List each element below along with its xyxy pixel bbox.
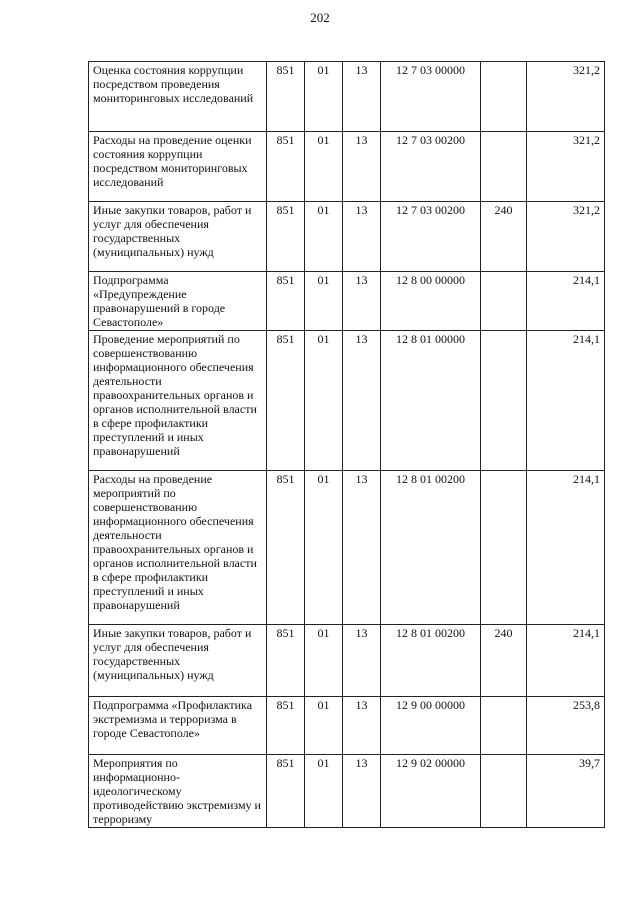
row-name: Расходы на проведение оценки состояния коррупции посредством мониторинговых исследований: [89, 132, 267, 202]
section-code: 01: [305, 331, 343, 471]
subsection-code: 13: [343, 62, 381, 132]
section-code: 01: [305, 755, 343, 828]
target-article: 12 9 02 00000: [381, 755, 481, 828]
target-article: 12 8 01 00200: [381, 625, 481, 697]
table-row: [89, 755, 605, 828]
table-row: [89, 202, 605, 272]
ministry-code: 851: [267, 471, 305, 625]
expense-type: [481, 62, 527, 132]
expense-type: 240: [481, 625, 527, 697]
table-row: [89, 331, 605, 471]
subsection-code: 13: [343, 132, 381, 202]
section-code: 01: [305, 202, 343, 272]
table-row: [89, 697, 605, 755]
ministry-code: 851: [267, 202, 305, 272]
budget-table: [88, 61, 605, 828]
amount: 214,1: [527, 272, 605, 331]
expense-type: [481, 471, 527, 625]
page-number: 202: [310, 10, 330, 25]
subsection-code: 13: [343, 755, 381, 828]
table-row: [89, 625, 605, 697]
target-article: 12 8 01 00000: [381, 331, 481, 471]
expense-type: [481, 697, 527, 755]
row-name: Оценка состояния коррупции посредством проведения мониторинговых исследований: [89, 62, 267, 132]
amount: 253,8: [527, 697, 605, 755]
target-article: 12 9 00 00000: [381, 697, 481, 755]
row-name: Проведение мероприятий по совершенствованию информационного обеспечения деятельности правоохранительных органов и органов исполнительной власти в сфере профилактики преступлений и иных правонарушений: [89, 331, 267, 471]
table-row: [89, 132, 605, 202]
ministry-code: 851: [267, 331, 305, 471]
subsection-code: 13: [343, 697, 381, 755]
section-code: 01: [305, 272, 343, 331]
section-code: 01: [305, 697, 343, 755]
row-name: Подпрограмма «Предупреждение правонарушений в городе Севастополе»: [89, 272, 267, 331]
section-code: 01: [305, 471, 343, 625]
row-name: Мероприятия по информационно-идеологическому противодействию экстремизму и терроризму: [89, 755, 267, 828]
table-row: [89, 272, 605, 331]
expense-type: [481, 755, 527, 828]
table-row: [89, 62, 605, 132]
amount: 214,1: [527, 471, 605, 625]
section-code: 01: [305, 625, 343, 697]
ministry-code: 851: [267, 272, 305, 331]
section-code: 01: [305, 132, 343, 202]
subsection-code: 13: [343, 625, 381, 697]
target-article: 12 7 03 00200: [381, 202, 481, 272]
ministry-code: 851: [267, 62, 305, 132]
amount: 321,2: [527, 202, 605, 272]
ministry-code: 851: [267, 132, 305, 202]
ministry-code: 851: [267, 697, 305, 755]
ministry-code: 851: [267, 755, 305, 828]
target-article: 12 7 03 00200: [381, 132, 481, 202]
expense-type: [481, 331, 527, 471]
amount: 321,2: [527, 132, 605, 202]
expense-type: 240: [481, 202, 527, 272]
amount: 39,7: [527, 755, 605, 828]
ministry-code: 851: [267, 625, 305, 697]
subsection-code: 13: [343, 272, 381, 331]
subsection-code: 13: [343, 471, 381, 625]
section-code: 01: [305, 62, 343, 132]
row-name: Расходы на проведение мероприятий по совершенствованию информационного обеспечения деятельности правоохранительных органов и органов исполнительной власти в сфере профилактики преступлений и иных правонарушений: [89, 471, 267, 625]
amount: 214,1: [527, 331, 605, 471]
row-name: Подпрограмма «Профилактика экстремизма и терроризма в городе Севастополе»: [89, 697, 267, 755]
target-article: 12 7 03 00000: [381, 62, 481, 132]
row-name: Иные закупки товаров, работ и услуг для обеспечения государственных (муниципальных) нужд: [89, 625, 267, 697]
subsection-code: 13: [343, 331, 381, 471]
row-name: Иные закупки товаров, работ и услуг для обеспечения государственных (муниципальных) нужд: [89, 202, 267, 272]
subsection-code: 13: [343, 202, 381, 272]
target-article: 12 8 01 00200: [381, 471, 481, 625]
target-article: 12 8 00 00000: [381, 272, 481, 331]
amount: 321,2: [527, 62, 605, 132]
expense-type: [481, 132, 527, 202]
expense-type: [481, 272, 527, 331]
table-row: [89, 471, 605, 625]
amount: 214,1: [527, 625, 605, 697]
